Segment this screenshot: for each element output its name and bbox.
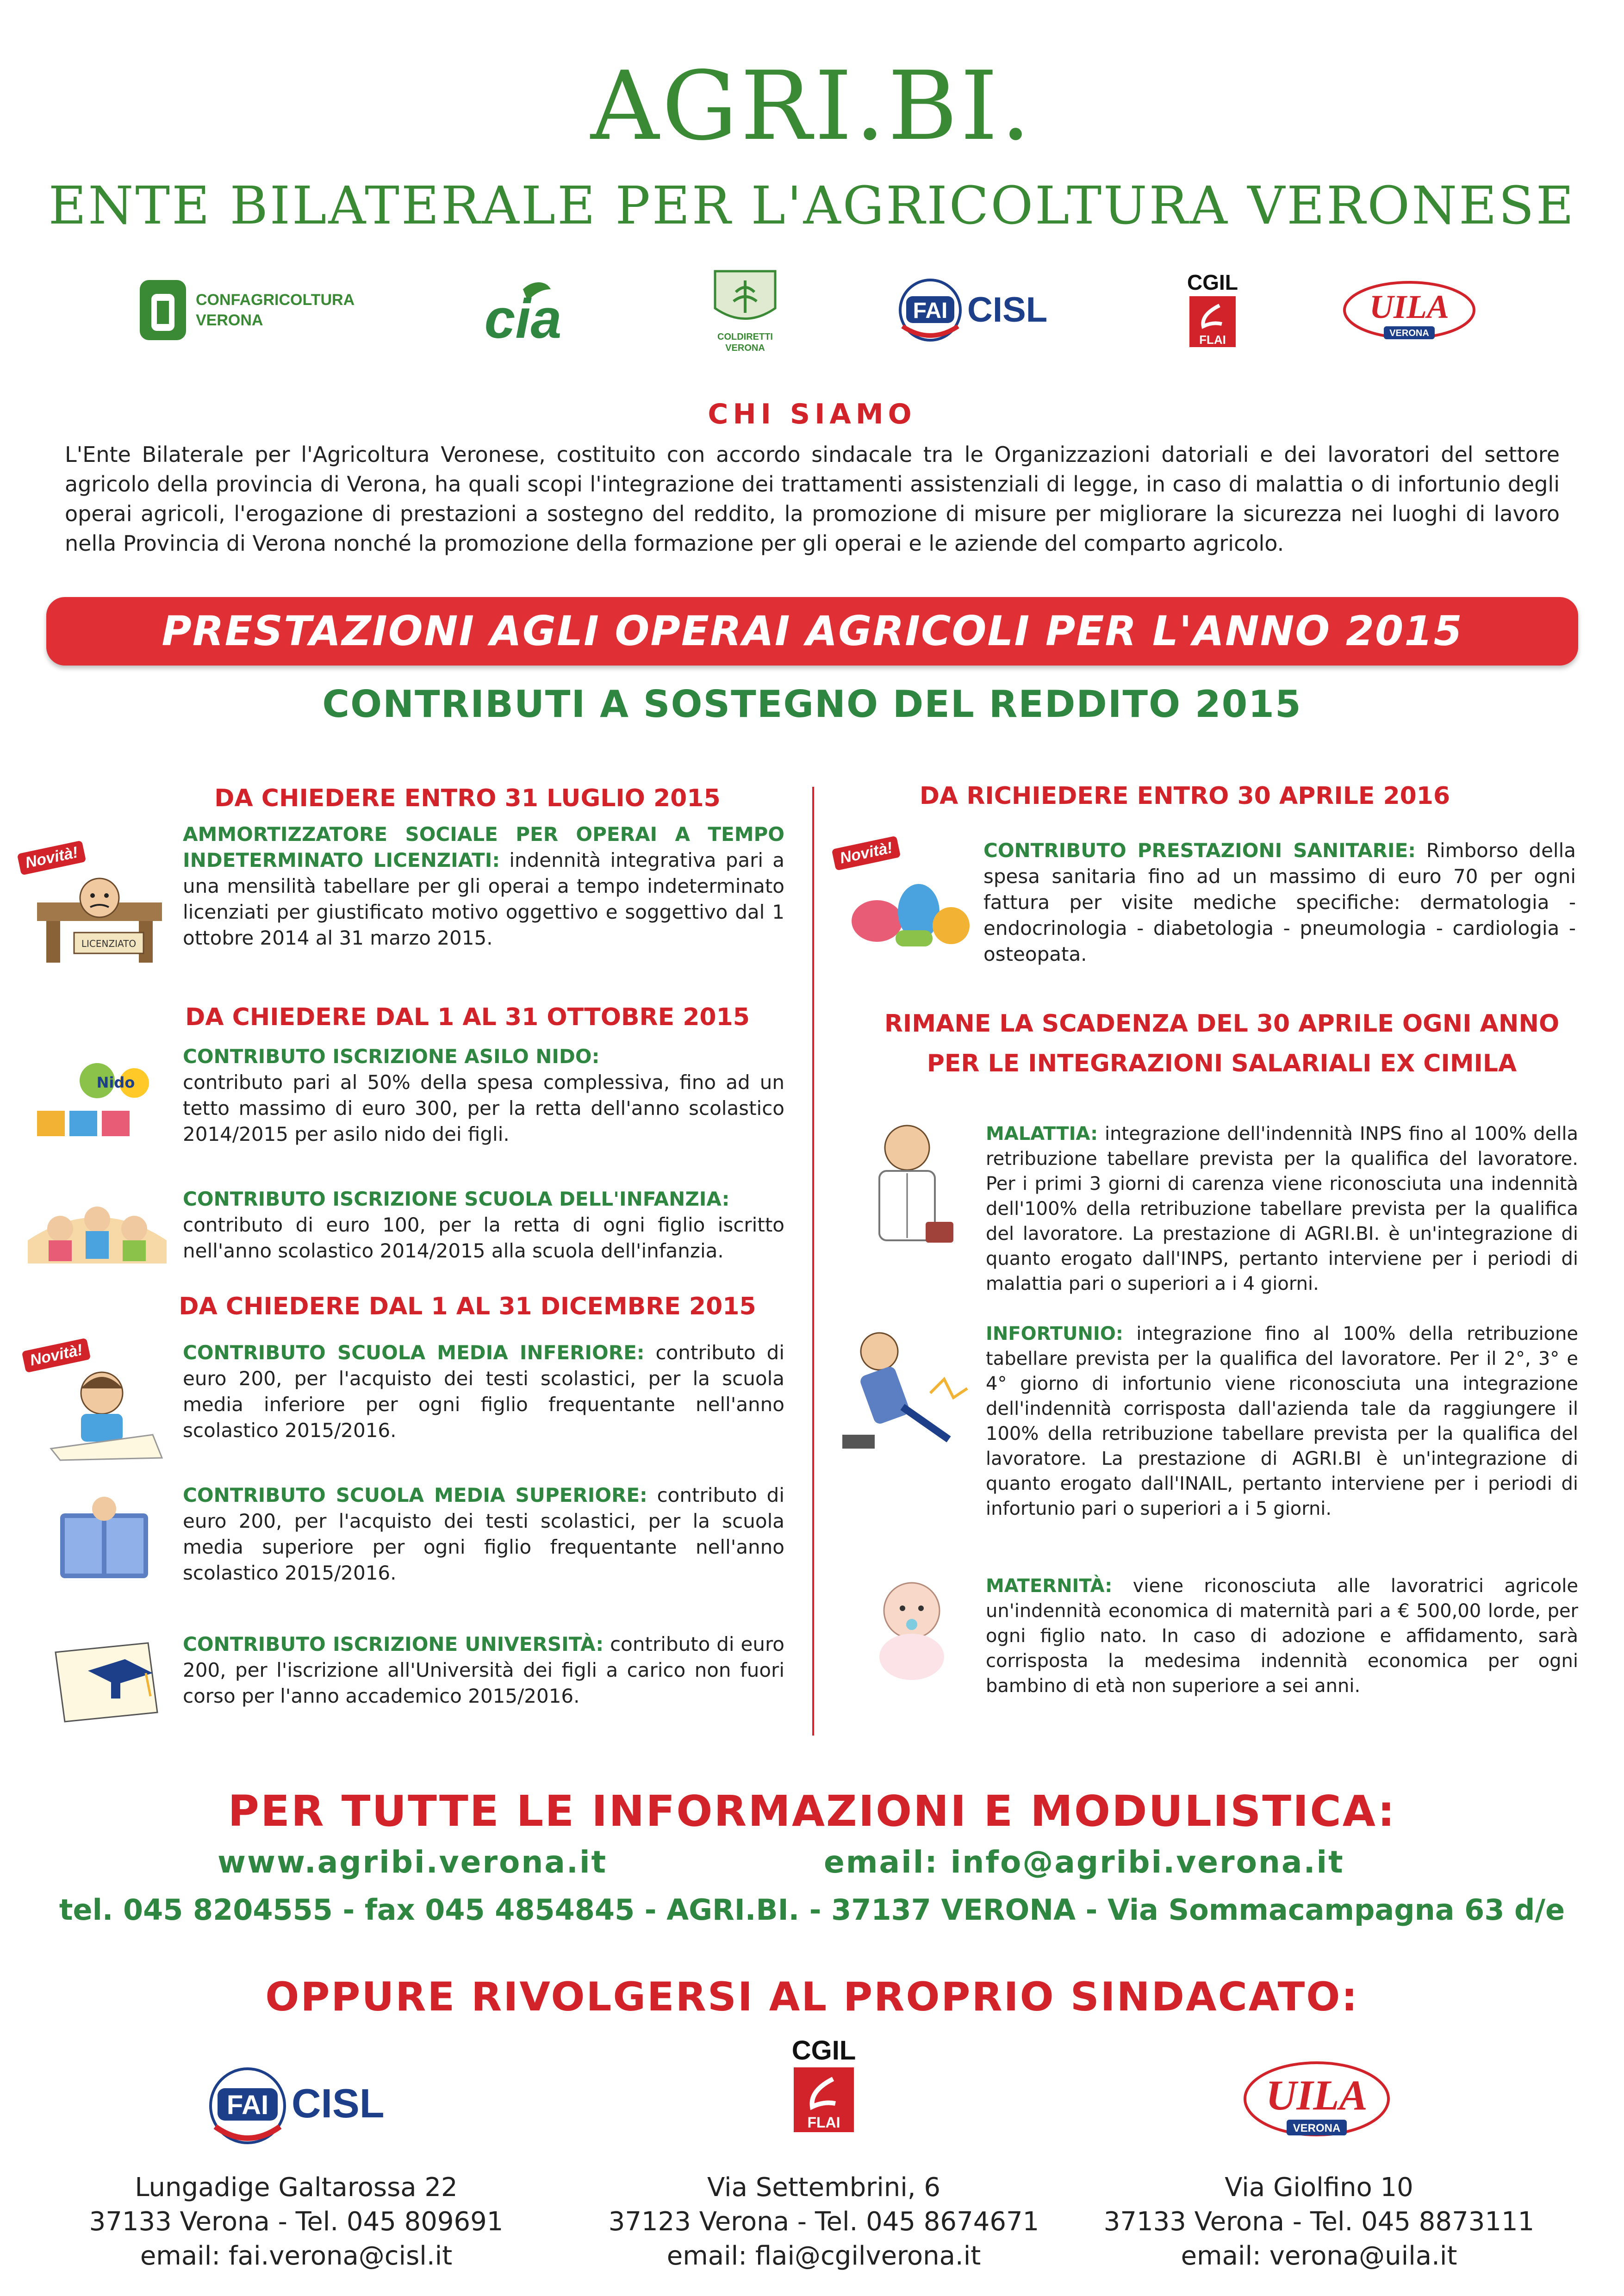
universita-illustration-icon [46, 1634, 167, 1726]
chi-siamo-text: L'Ente Bilaterale per l'Agricoltura Veronese, costituito con accordo sindacale tra le Organizzazioni datoriali e dei lavoratori del settore agricolo della provincia di Verona, ha quali scopi l'integrazione dei trattamenti assistenziali di legge, in caso di malattia o di infortunio degli operai agricoli, l'erogazione di prestazioni a sostegno del reddito, la promozione di misure per migliorare la sicurezza nei luoghi di lavoro nella Provincia di Verona nonché la promozione della formazione per gli operai e le aziende del comparto agricolo. [65, 442, 1560, 556]
sanitarie-title: CONTRIBUTO PRESTAZIONI SANITARIE: [983, 839, 1416, 862]
scuola-infanzia-title: CONTRIBUTO ISCRIZIONE SCUOLA DELL'INFANZIA: [183, 1188, 730, 1210]
left-block-scuola-infanzia [183, 1186, 784, 1264]
maternita-text: viene riconosciuta alle lavoratrici agricole un'indennità economica di maternità pari a € 500,00 lorde, per ogni figlio nato. In caso di adozione e affidamento, sarà corrisposta la medesima indennità economica per ogni bambino di età non superiore a sei anni. [986, 1575, 1578, 1697]
cgil-bottom-flag-icon [791, 2065, 856, 2134]
left-block-media-superiore [183, 1482, 784, 1586]
faicisl-bottom-logo-icon [204, 2060, 398, 2152]
cgil-flai-logo [1176, 264, 1250, 356]
chi-siamo-heading: CHI SIAMO [708, 398, 916, 430]
cgil-bottom-label: CGIL [791, 2035, 856, 2066]
uila-icon [1340, 275, 1479, 345]
cgil-flag-icon [1187, 294, 1238, 349]
svg-text:FAI: FAI [913, 299, 948, 323]
right-block-sanitarie [983, 838, 1576, 967]
maternita-title: MATERNITÀ: [986, 1575, 1113, 1597]
asilo-nido-title: CONTRIBUTO ISCRIZIONE ASILO NIDO: [183, 1045, 600, 1068]
left-block-media-inferiore [183, 1340, 784, 1444]
left-heading-october: DA CHIEDERE DAL 1 AL 31 OTTOBRE 2015 [185, 1003, 750, 1031]
right-heading-cimila-1: RIMANE LA SCADENZA DEL 30 APRILE OGNI ANNO [884, 1010, 1560, 1038]
confagricoltura-logo [125, 264, 366, 356]
page-subtitle: ENTE BILATERALE PER L'AGRICOLTURA VERONESE [48, 176, 1576, 236]
prestazioni-sanitarie-illustration-icon [840, 861, 979, 953]
right-block-maternita [986, 1574, 1578, 1699]
email-link[interactable]: email: info@agribi.verona.it [824, 1844, 1344, 1880]
info-heading: PER TUTTE LE INFORMAZIONI E MODULISTICA: [228, 1786, 1396, 1836]
sanitarie-text: Rimborso della spesa sanitaria fino ad un massimo di euro 70 per ogni fattura per visite mediche specifiche: dermatologia - endocrinologia - diabetologia - pneumologia - cardiologia - osteopata. [983, 839, 1576, 965]
svg-text:FAI: FAI [226, 2090, 269, 2120]
coldiretti-label: COLDIRETTI VERONA [717, 332, 773, 353]
infortunio-text: integrazione fino al 100% della retribuzione tabellare prevista per la qualifica del lavoratore. Per il 2°, 3° e 4° giorno di infortunio viene riconosciuta una integrazione dell'indennità corrisposta dall'azienda tale da raggiungere il 100% della retribuzione tabellare prevista per la qualifica del lavoratore. La prestazione di AGRI.BI è un'integrazione di quanto erogato dall'INAIL, pertanto interviene per i periodi di infortunio pari o superiori a i 5 giorni. [986, 1323, 1578, 1519]
uila-sub-label: VERONA [1389, 328, 1429, 338]
media-superiore-title: CONTRIBUTO SCUOLA MEDIA SUPERIORE: [183, 1484, 647, 1506]
media-inferiore-title: CONTRIBUTO SCUOLA MEDIA INFERIORE: [183, 1341, 645, 1364]
media-inferiore-text: contributo di euro 200, per l'acquisto dei testi scolastici, per la scuola media inferiore per ogni figlio frequentante nell'anno scolastico 2015/2016. [183, 1341, 784, 1442]
cgil-address [592, 2171, 1055, 2273]
cia-logo [444, 264, 602, 356]
infortunio-illustration-icon [838, 1324, 977, 1462]
flai-label: FLAI [1199, 333, 1226, 347]
left-block-ammortizzatore [183, 821, 784, 951]
uila-email[interactable]: email: verona@uila.it [1181, 2241, 1457, 2271]
asilo-nido-text: contributo pari al 50% della spesa complessiva, fino ad un tetto massimo di euro 300, per la retta dell'anno scolastico 2014/2015 per asilo nido dei figli. [183, 1071, 784, 1145]
scuola-infanzia-illustration-icon [19, 1185, 176, 1273]
svg-text:CISL: CISL [292, 2080, 385, 2126]
faicisl-email[interactable]: email: fai.verona@cisl.it [140, 2241, 453, 2271]
cgil-address-line2: 37123 Verona - Tel. 045 8674671 [608, 2207, 1039, 2237]
media-superiore-text: contributo di euro 200, per l'acquisto dei testi scolastici, per la scuola media superiore per ogni figlio frequentante nell'anno scolastico 2015/2016. [183, 1484, 784, 1584]
uila-address-line2: 37133 Verona - Tel. 045 8873111 [1103, 2207, 1535, 2237]
prestazioni-banner-text: PRESTAZIONI AGLI OPERAI AGRICOLI PER L'ANNO 2015 [162, 607, 1463, 655]
faicisl-address-line2: 37133 Verona - Tel. 045 809691 [89, 2207, 504, 2237]
left-heading-july: DA CHIEDERE ENTRO 31 LUGLIO 2015 [214, 784, 721, 812]
scuola-infanzia-text: contributo di euro 100, per la retta di ogni figlio iscritto nell'anno scolastico 2014/2015 alla scuola dell'infanzia. [183, 1213, 784, 1262]
confagricoltura-label: CONFAGRICOLTURA VERONA [196, 291, 354, 329]
maternita-baby-illustration-icon [861, 1574, 963, 1685]
coldiretti-icon [710, 267, 780, 331]
right-heading-cimila-2: PER LE INTEGRAZIONI SALARIALI EX CIMILA [927, 1050, 1517, 1077]
flai-bottom-label: FLAI [807, 2114, 840, 2131]
uila-logo [1333, 264, 1486, 356]
left-block-universita [183, 1631, 784, 1709]
cgil-email[interactable]: email: flai@cgilverona.it [666, 2241, 981, 2271]
contributi-heading: CONTRIBUTI A SOSTEGNO DEL REDDITO 2015 [322, 683, 1302, 726]
faicisl-address-line1: Lungadige Galtarossa 22 [135, 2172, 458, 2203]
universita-text: contributo di euro 200, per l'iscrizione all'Università dei figli a carico non fuori corso per l'anno accademico 2015/2016. [183, 1633, 784, 1707]
malattia-title: MALATTIA: [986, 1123, 1098, 1145]
cgil-label: CGIL [1187, 270, 1238, 294]
malattia-text: integrazione dell'indennità INPS fino al 100% della retribuzione tabellare prevista per la qualifica del lavoratore. Per i primi 3 giorni di carenza viene riconosciuta una indennità dell'100% della retribuzione tabellare prevista per la qualifica del lavoratore. La prestazione di AGRI.BI. è un'integrazione di quanto erogato dall'INPS, pertanto interviene per i periodi di malattia pari o superiori a i 4 giorni. [986, 1123, 1578, 1294]
licenziato-label: LICENZIATO [81, 938, 137, 949]
scuola-media-superiore-illustration-icon [51, 1495, 157, 1592]
asilo-nido-illustration-icon [32, 1055, 176, 1143]
column-divider [812, 787, 814, 1736]
licenziato-illustration-icon [28, 870, 171, 967]
left-heading-december: DA CHIEDERE DAL 1 AL 31 DICEMBRE 2015 [179, 1293, 756, 1320]
faicisl-icon [893, 275, 1088, 345]
novita-badge: Novità! [17, 840, 87, 876]
uila-address [1088, 2171, 1550, 2273]
cgil-flai-bottom-logo [778, 2036, 870, 2136]
nido-label: Nido [96, 1074, 135, 1091]
universita-title: CONTRIBUTO ISCRIZIONE UNIVERSITÀ: [183, 1633, 604, 1655]
uila-bottom-sub-label: VERONA [1293, 2122, 1341, 2134]
right-block-malattia [986, 1121, 1578, 1296]
sindacato-heading: OPPURE RIVOLGERSI AL PROPRIO SINDACATO: [265, 1974, 1359, 2020]
ammortizzatore-title: AMMORTIZZATORE SOCIALE PER OPERAI A TEMPO INDETERMINATO LICENZIATI: [183, 823, 784, 871]
prestazioni-banner [46, 597, 1578, 666]
page-title: AGRI.BI. [590, 51, 1034, 162]
infortunio-title: INFORTUNIO: [986, 1323, 1123, 1344]
ammortizzatore-text: indennità integrativa pari a una mensilità tabellare per gli operai a tempo indeterminato licenziati per giustificato motivo oggettivo e soggettivo dal 1 ottobre 2014 al 31 marzo 2015. [183, 849, 784, 949]
novita-badge: Novità! [832, 836, 901, 871]
uila-bottom-label: UILA [1266, 2072, 1368, 2119]
svg-text:CISL: CISL [967, 290, 1048, 330]
right-block-infortunio [986, 1321, 1578, 1521]
website-link[interactable]: www.agribi.verona.it [218, 1844, 608, 1880]
confagricoltura-icon [137, 275, 188, 345]
cia-leaf-icon [454, 275, 592, 345]
uila-label: UILA [1369, 288, 1450, 325]
faicisl-logo [893, 264, 1088, 356]
cia-label: cia [484, 288, 562, 345]
uila-address-line1: Via Giolfino 10 [1225, 2172, 1413, 2203]
uila-bottom-logo-icon [1240, 2055, 1393, 2147]
left-block-asilo-nido [183, 1044, 784, 1147]
malattia-doctor-illustration-icon [847, 1120, 967, 1254]
contact-line: tel. 045 8204555 - fax 045 4854845 - AGRI.BI. - 37137 VERONA - Via Sommacampagna 63 d/e [59, 1893, 1565, 1927]
right-heading-april: DA RICHIEDERE ENTRO 30 APRILE 2016 [919, 782, 1450, 810]
scuola-media-inferiore-illustration-icon [32, 1365, 171, 1462]
novita-badge: Novità! [22, 1338, 91, 1373]
faicisl-address [65, 2171, 528, 2273]
cgil-address-line1: Via Settembrini, 6 [707, 2172, 941, 2203]
coldiretti-logo [694, 264, 796, 356]
